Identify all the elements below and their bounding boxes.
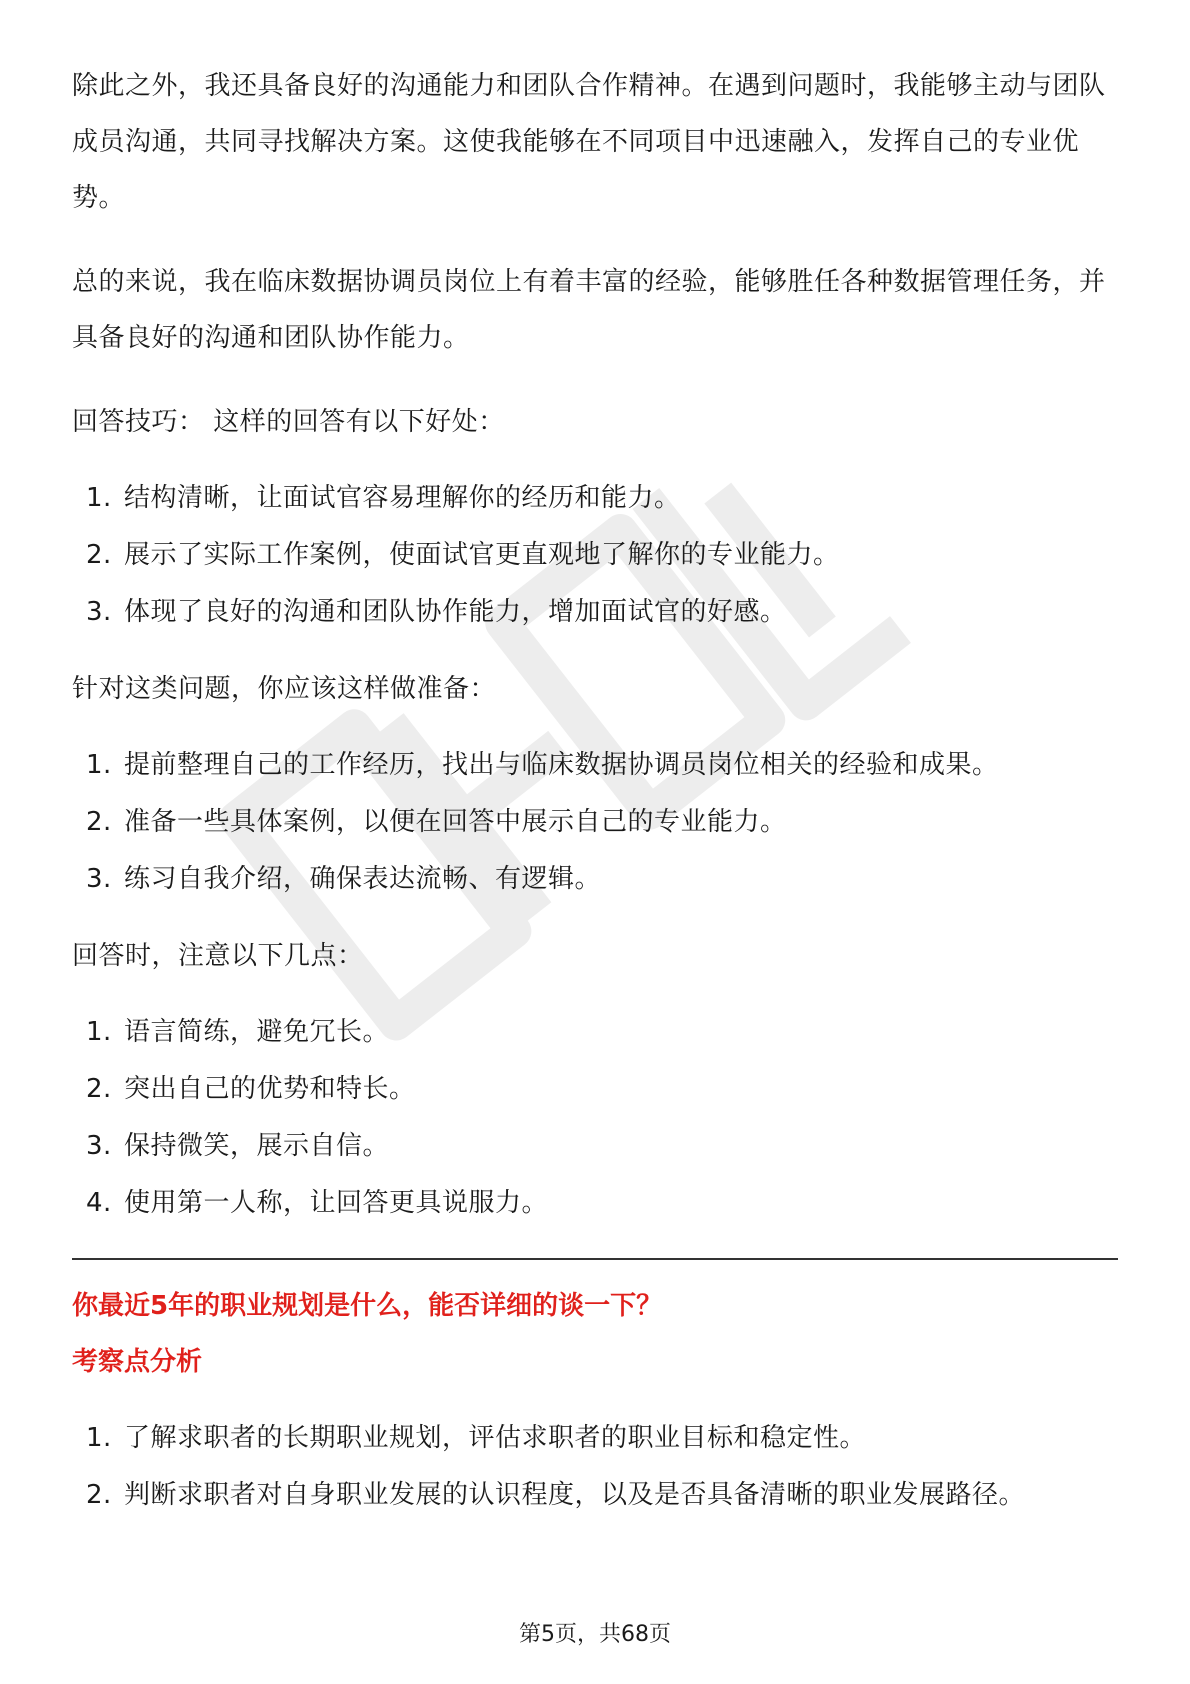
tips-heading: 回答技巧： 这样的回答有以下好处： bbox=[72, 407, 505, 437]
notes-list bbox=[72, 1004, 1118, 1232]
list-item: 1. 了解求职者的长期职业规划，评估求职者的职业目标和稳定性。 bbox=[86, 1423, 867, 1453]
analysis-list bbox=[72, 1410, 1118, 1524]
paragraph-teamwork: 除此之外，我还具备良好的沟通能力和团队合作精神。在遇到问题时，我能够主动与团队成员沟通，共同寻找解决方案。这使我能够在不同项目中迅速融入，发挥自己的专业优势。 bbox=[72, 71, 1106, 213]
prep-list bbox=[72, 737, 1118, 908]
question-title: 你最近5年的职业规划是什么，能否详细的谈一下？ bbox=[72, 1291, 663, 1321]
prep-heading: 针对这类问题，你应该这样做准备： bbox=[72, 674, 497, 704]
notes-heading: 回答时，注意以下几点： bbox=[72, 941, 364, 971]
list-item: 2. 突出自己的优势和特长。 bbox=[86, 1074, 416, 1104]
list-item: 1. 提前整理自己的工作经历，找出与临床数据协调员岗位相关的经验和成果。 bbox=[86, 750, 999, 780]
page-footer: 第5页，共68页 bbox=[519, 1622, 671, 1647]
tips-list bbox=[72, 470, 1118, 641]
list-item: 2. 判断求职者对自身职业发展的认识程度，以及是否具备清晰的职业发展路径。 bbox=[86, 1480, 1026, 1510]
paragraph-summary: 总的来说，我在临床数据协调员岗位上有着丰富的经验，能够胜任各种数据管理任务，并具备良好的沟通和团队协作能力。 bbox=[72, 267, 1106, 353]
analysis-heading: 考察点分析 bbox=[72, 1347, 203, 1377]
list-item: 1. 结构清晰，让面试官容易理解你的经历和能力。 bbox=[86, 483, 681, 513]
list-item: 2. 准备一些具体案例，以便在回答中展示自己的专业能力。 bbox=[86, 807, 787, 837]
list-item: 3. 保持微笑，展示自信。 bbox=[86, 1131, 390, 1161]
list-item: 2. 展示了实际工作案例，使面试官更直观地了解你的专业能力。 bbox=[86, 540, 840, 570]
list-item: 4. 使用第一人称，让回答更具说服力。 bbox=[86, 1188, 549, 1218]
list-item: 3. 体现了良好的沟通和团队协作能力，增加面试官的好感。 bbox=[86, 597, 787, 627]
list-item: 3. 练习自我介绍，确保表达流畅、有逻辑。 bbox=[86, 864, 602, 894]
list-item: 1. 语言简练，避免冗长。 bbox=[86, 1017, 390, 1047]
document-body bbox=[72, 58, 1118, 1524]
